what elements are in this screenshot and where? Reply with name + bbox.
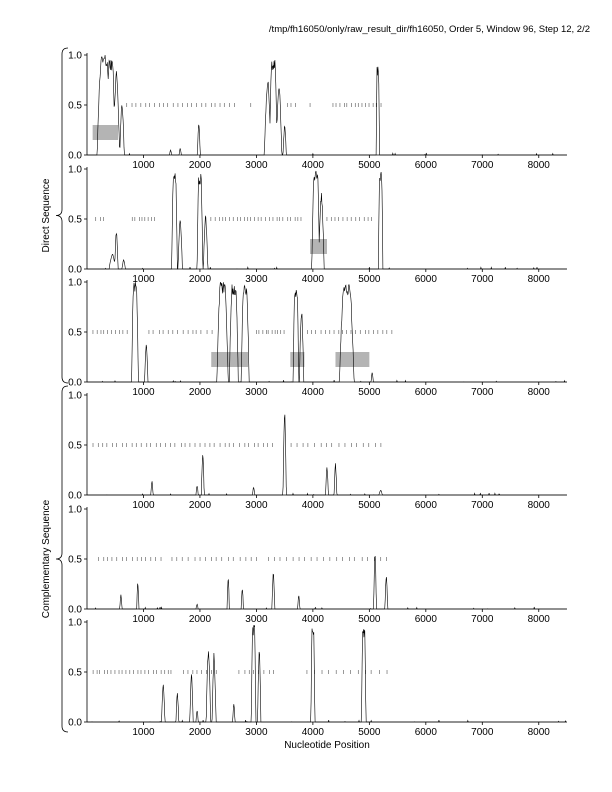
y-tick-label: 1.0 bbox=[68, 504, 82, 516]
x-tick-label: 2000 bbox=[188, 274, 212, 285]
panel-1 bbox=[68, 51, 567, 172]
x-axis-label: Nucleotide Position bbox=[284, 740, 370, 751]
y-tick-label: 0.5 bbox=[68, 667, 82, 679]
x-tick-label: 4000 bbox=[301, 274, 325, 285]
x-tick-label: 5000 bbox=[358, 727, 381, 738]
x-tick-label: 8000 bbox=[527, 274, 550, 285]
highlight-box bbox=[310, 239, 327, 254]
x-tick-label: 7000 bbox=[471, 500, 494, 511]
panel-2 bbox=[68, 165, 567, 286]
x-tick-label: 5000 bbox=[358, 614, 381, 625]
panel-3 bbox=[68, 278, 567, 399]
x-tick-label: 8000 bbox=[527, 160, 550, 171]
y-tick-label: 0.5 bbox=[68, 214, 82, 226]
y-tick-label: 0.5 bbox=[68, 100, 82, 112]
x-tick-label: 3000 bbox=[245, 614, 268, 625]
y-tick-label: 1.0 bbox=[68, 164, 82, 176]
series-line bbox=[87, 556, 567, 609]
group-bracket bbox=[56, 48, 68, 383]
x-tick-label: 6000 bbox=[414, 160, 437, 171]
x-tick-label: 7000 bbox=[471, 274, 494, 285]
series-line bbox=[87, 415, 567, 495]
panel-4 bbox=[68, 391, 567, 512]
x-tick-label: 1000 bbox=[132, 500, 155, 511]
x-tick-label: 2000 bbox=[188, 727, 212, 738]
x-tick-label: 8000 bbox=[527, 387, 550, 398]
x-tick-label: 4000 bbox=[301, 727, 325, 738]
y-tick-label: 0.0 bbox=[68, 604, 82, 616]
x-tick-label: 6000 bbox=[414, 274, 437, 285]
panel-5 bbox=[68, 505, 567, 626]
y-tick-label: 1.0 bbox=[68, 390, 82, 402]
x-tick-label: 1000 bbox=[132, 387, 155, 398]
x-tick-label: 8000 bbox=[527, 500, 550, 511]
x-tick-label: 3000 bbox=[245, 387, 268, 398]
x-tick-label: 5000 bbox=[358, 274, 381, 285]
x-tick-label: 2000 bbox=[188, 500, 212, 511]
x-tick-label: 4000 bbox=[301, 387, 325, 398]
x-tick-label: 5000 bbox=[358, 500, 381, 511]
x-tick-label: 2000 bbox=[188, 160, 212, 171]
x-tick-label: 6000 bbox=[414, 387, 437, 398]
x-tick-label: 7000 bbox=[471, 160, 494, 171]
x-tick-label: 2000 bbox=[188, 614, 212, 625]
x-tick-label: 8000 bbox=[527, 727, 550, 738]
group-direct bbox=[41, 48, 68, 383]
y-tick-label: 0.0 bbox=[68, 150, 82, 162]
x-tick-label: 7000 bbox=[471, 387, 494, 398]
x-tick-label: 7000 bbox=[471, 727, 494, 738]
group-label: Complementary Sequence bbox=[41, 499, 52, 619]
y-tick-label: 0.0 bbox=[68, 717, 82, 729]
y-tick-label: 0.5 bbox=[68, 327, 82, 339]
x-tick-label: 3000 bbox=[245, 727, 268, 738]
x-tick-label: 6000 bbox=[414, 727, 437, 738]
series-line bbox=[87, 55, 567, 155]
panel-6 bbox=[68, 618, 567, 739]
group-bracket bbox=[56, 386, 68, 732]
x-tick-label: 8000 bbox=[527, 614, 550, 625]
y-tick-label: 0.5 bbox=[68, 554, 82, 566]
highlight-box bbox=[93, 125, 118, 140]
x-tick-label: 1000 bbox=[132, 160, 155, 171]
y-tick-label: 0.5 bbox=[68, 440, 82, 452]
x-tick-label: 3000 bbox=[245, 274, 268, 285]
series-line bbox=[87, 625, 567, 722]
x-tick-label: 5000 bbox=[358, 387, 381, 398]
x-tick-label: 4000 bbox=[301, 614, 325, 625]
x-tick-label: 6000 bbox=[414, 500, 437, 511]
x-tick-label: 4000 bbox=[301, 500, 325, 511]
x-tick-label: 5000 bbox=[358, 160, 381, 171]
figure-header: /tmp/fh16050/only/raw_result_dir/fh16050, Order 5, Window 96, Step 12, 2/2 bbox=[268, 24, 590, 35]
x-tick-label: 1000 bbox=[132, 727, 155, 738]
y-tick-label: 1.0 bbox=[68, 50, 82, 62]
y-tick-label: 1.0 bbox=[68, 617, 82, 629]
group-complementary bbox=[41, 386, 68, 732]
series-line bbox=[87, 282, 567, 382]
x-tick-label: 3000 bbox=[245, 500, 268, 511]
y-tick-label: 0.0 bbox=[68, 264, 82, 276]
y-tick-label: 1.0 bbox=[68, 277, 82, 289]
x-tick-label: 6000 bbox=[414, 614, 437, 625]
x-tick-label: 4000 bbox=[301, 160, 325, 171]
y-tick-label: 0.0 bbox=[68, 377, 82, 389]
x-tick-label: 3000 bbox=[245, 160, 268, 171]
group-label: Direct Sequence bbox=[41, 178, 52, 253]
x-tick-label: 1000 bbox=[132, 274, 155, 285]
x-tick-label: 1000 bbox=[132, 614, 155, 625]
y-tick-label: 0.0 bbox=[68, 490, 82, 502]
x-tick-label: 2000 bbox=[188, 387, 212, 398]
highlight-box bbox=[290, 352, 304, 367]
x-tick-label: 7000 bbox=[471, 614, 494, 625]
